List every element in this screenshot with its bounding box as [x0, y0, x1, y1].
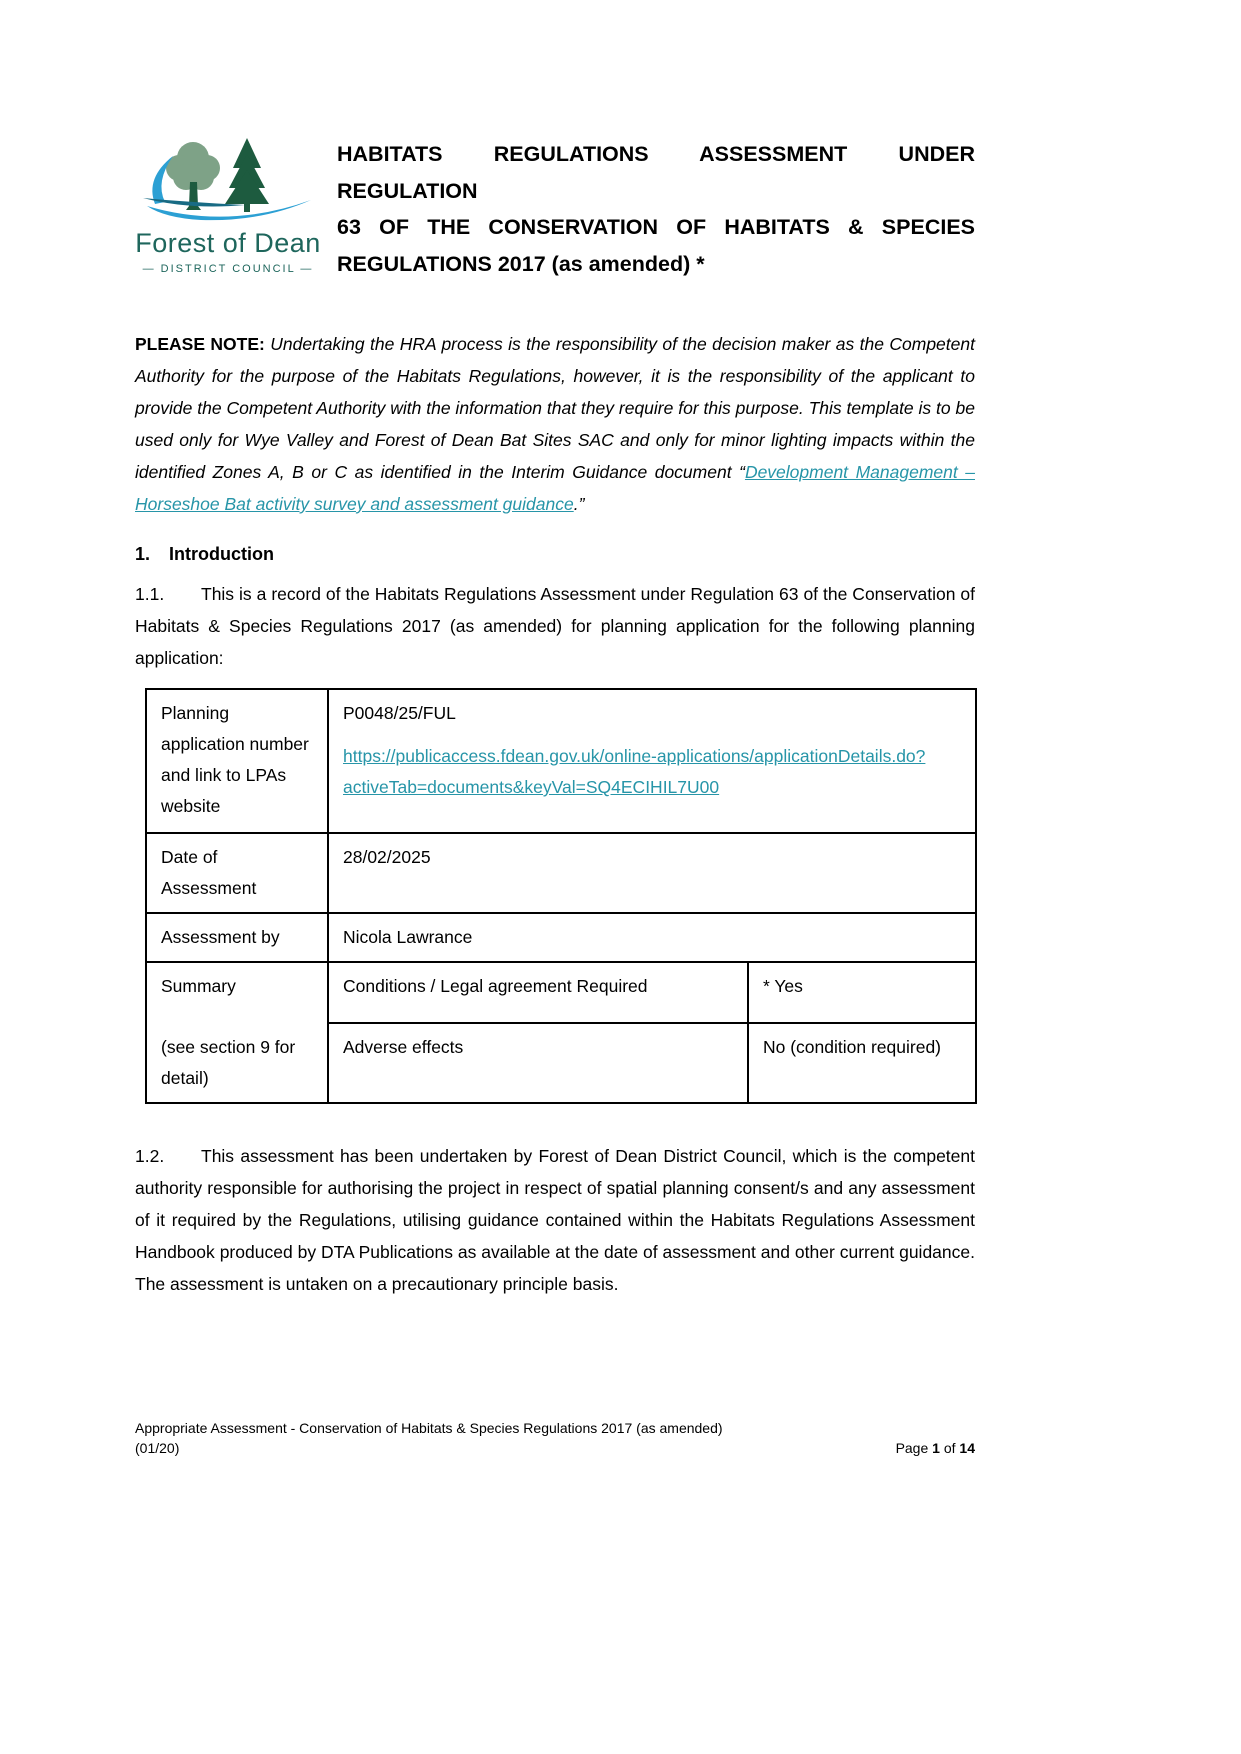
footer-document-info [135, 1418, 723, 1458]
guidance-document-link[interactable]: Development Management – Horseshoe Bat activity survey and assessment guidance [135, 462, 975, 514]
table-row-date [146, 833, 976, 913]
document-header [135, 130, 975, 282]
page-number-current: 1 [932, 1440, 940, 1456]
paragraph-1-1-number: 1.1. [135, 584, 165, 604]
logo-name: Forest of Dean [135, 228, 321, 258]
section-1-number: 1. [135, 544, 151, 564]
logo-subtitle: — DISTRICT COUNCIL — [142, 263, 314, 275]
planning-application-link[interactable]: https://publicaccess.fdean.gov.uk/online-applications/applicationDetails.do?activeTab=documents&keyVal=SQ4ECIHIL7U00 [343, 746, 926, 797]
assessor-label-cell: Assessment by [146, 913, 328, 962]
footer-version: (01/20) [135, 1440, 180, 1456]
footer-doc-title: Appropriate Assessment - Conservation of Habitats & Species Regulations 2017 (as amended) [135, 1420, 723, 1436]
page-number-total: 14 [959, 1440, 975, 1456]
logo-trees-icon [141, 130, 316, 230]
paragraph-1-1-text: This is a record of the Habitats Regulations Assessment under Regulation 63 of the Conservation of Habitats & Species Regulations 2017 (as amended) for planning application for the following planning application: [135, 584, 975, 668]
please-note-text: Undertaking the HRA process is the responsibility of the decision maker as the Competent Authority for the purpose of the Habitats Regulations, however, it is the responsibility of the applicant to provide the Competent Authority with the information that they require for this purpose. This template is to be used only for Wye Valley and Forest of Dean Bat Sites SAC and only for minor lighting impacts within the identified Zones A, B or C as identified in the Interim Guidance document “ [135, 334, 975, 482]
conditions-value-cell: * Yes [748, 962, 976, 1023]
adverse-label-cell: Adverse effects [328, 1023, 748, 1103]
planning-application-number: P0048/25/FUL [343, 703, 456, 723]
forest-of-dean-logo [135, 130, 321, 275]
document-title-line: 63 OF THE CONSERVATION OF HABITATS & SPECIES [337, 215, 975, 239]
paragraph-1-2-text: This assessment has been undertaken by Forest of Dean District Council, which is the competent authority responsible for authorising the project in respect of spatial planning consent/s and any assessment of it required by the Regulations, utilising guidance contained within the Habitats Regulations Assessment Handbook produced by DTA Publications as available at the date of assessment and other current guidance. The assessment is untaken on a precautionary principle basis. [135, 1146, 975, 1294]
table-row-assessor [146, 913, 976, 962]
page-number [896, 1438, 975, 1458]
summary-note: (see section 9 for detail) [161, 1037, 296, 1088]
page-of-label: of [939, 1440, 960, 1456]
date-value-cell: 28/02/2025 [328, 833, 976, 913]
summary-label: Summary [161, 976, 236, 996]
please-note-text-after: .” [573, 494, 585, 514]
paragraph-1-1 [135, 578, 975, 674]
section-1-heading [135, 538, 975, 570]
please-note-label: PLEASE NOTE: [135, 334, 265, 354]
assessment-summary-table [145, 688, 977, 1104]
adverse-value-cell: No (condition required) [748, 1023, 976, 1103]
section-1-title: Introduction [169, 544, 274, 564]
page-label: Page [895, 1440, 933, 1456]
document-title-line: HABITATS REGULATIONS ASSESSMENT UNDER REGULATION [337, 142, 975, 203]
conditions-label-cell: Conditions / Legal agreement Required [328, 962, 748, 1023]
page-footer [135, 1418, 975, 1458]
planning-value-cell [328, 689, 976, 833]
date-label-cell: Date of Assessment [146, 833, 328, 913]
table-row-planning [146, 689, 976, 833]
assessor-value-cell: Nicola Lawrance [328, 913, 976, 962]
planning-label-cell: Planning application number and link to LPAs website [146, 689, 328, 833]
document-title-line: REGULATIONS 2017 (as amended) * [337, 251, 705, 276]
document-title [337, 136, 975, 282]
summary-label-cell [146, 962, 328, 1103]
paragraph-1-2 [135, 1140, 975, 1300]
table-row-conditions [146, 962, 976, 1023]
paragraph-1-2-number: 1.2. [135, 1146, 165, 1166]
please-note-paragraph [135, 328, 975, 520]
